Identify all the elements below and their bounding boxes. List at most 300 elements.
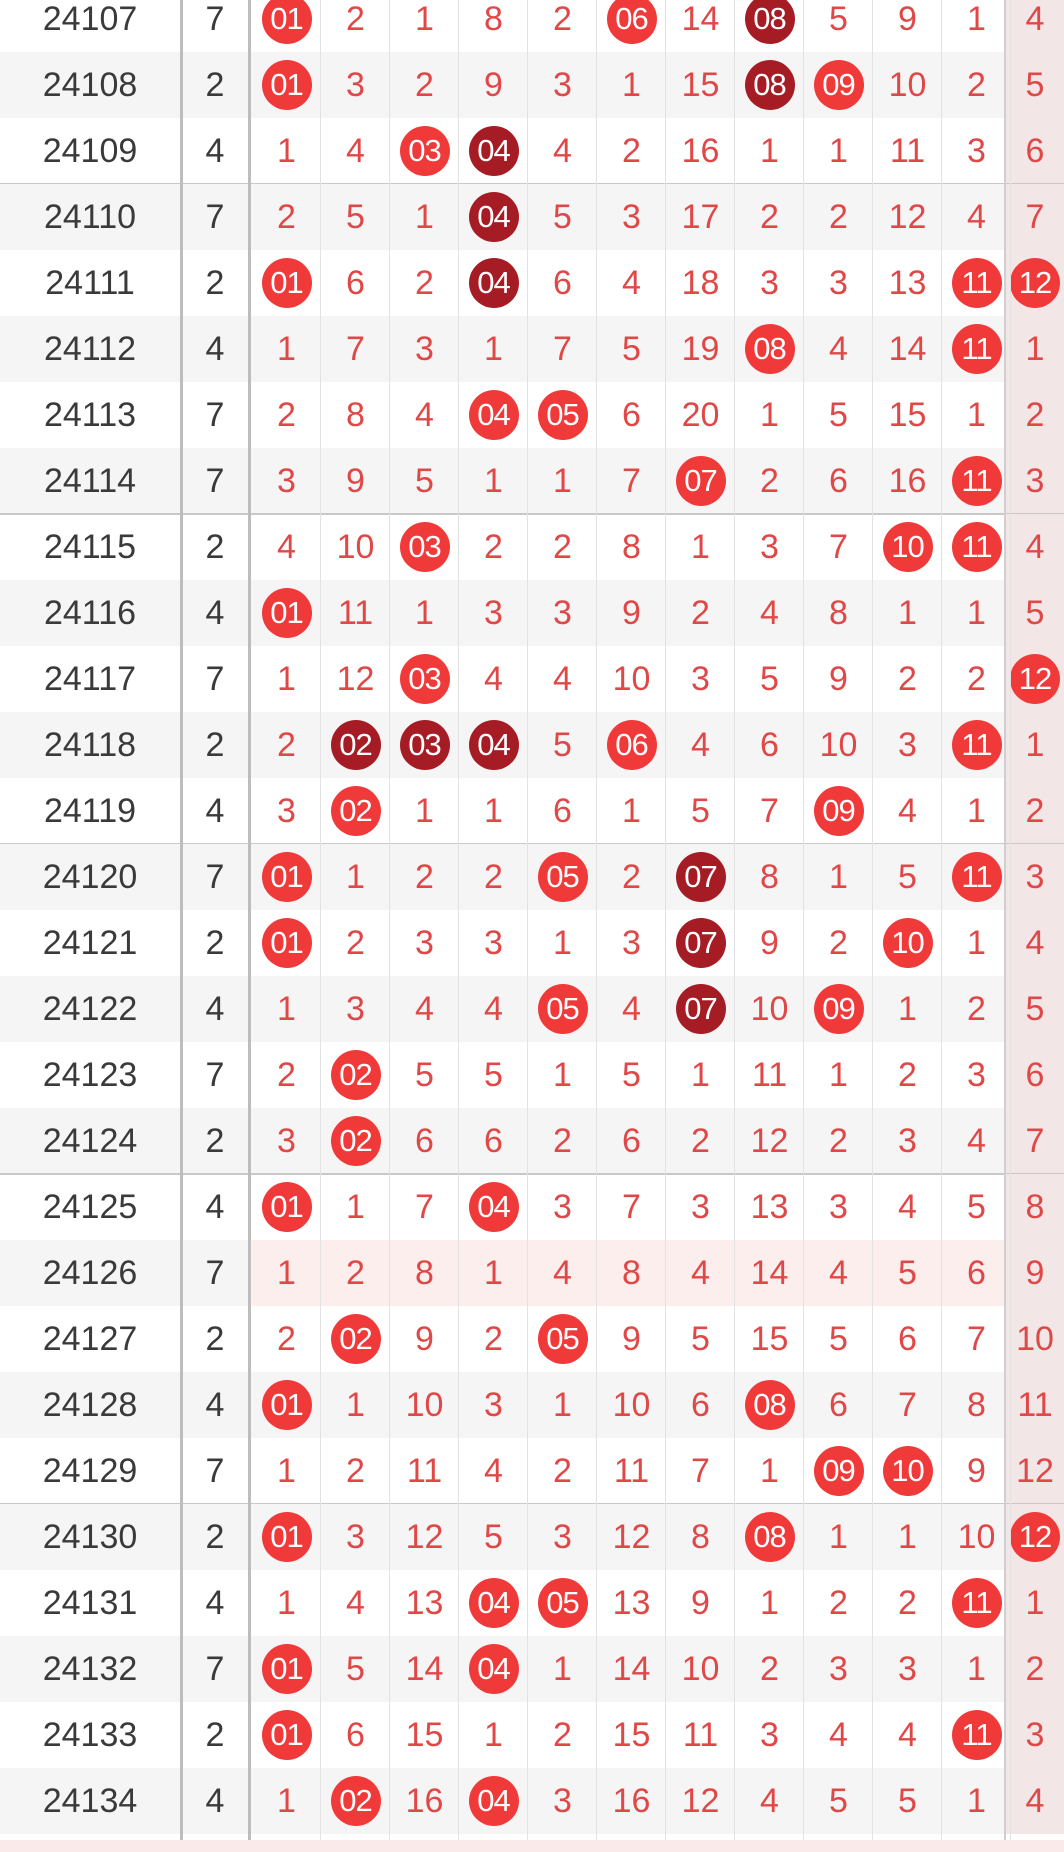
drawn-ball: 01 [262, 258, 312, 308]
number-cell [459, 184, 528, 250]
number-cell [804, 52, 873, 118]
number-cell: 4 [967, 1122, 986, 1160]
number-cell: 10 [750, 990, 789, 1028]
number-cell: 3 [553, 66, 572, 104]
extra-column-value: 11 [1017, 1386, 1053, 1424]
number-cell: 1 [553, 1386, 572, 1424]
number-cell: 3 [967, 1056, 986, 1094]
number-cell: 8 [691, 1518, 710, 1556]
number-cell [528, 976, 597, 1042]
sum-value: 7 [205, 1650, 225, 1688]
number-cell: 3 [691, 1188, 710, 1226]
table-row [0, 1372, 1064, 1438]
number-cell [321, 712, 390, 778]
extra-column-cell [1006, 844, 1064, 910]
number-cell [597, 712, 666, 778]
number-cell: 5 [829, 396, 848, 434]
drawn-ball: 08 [745, 324, 795, 374]
period-number: 24132 [42, 1650, 138, 1688]
number-cell: 13 [612, 1584, 651, 1622]
extra-column-value: 4 [1025, 924, 1045, 962]
number-cell: 2 [691, 1122, 710, 1160]
number-cell: 15 [405, 1716, 444, 1754]
number-cell: 16 [405, 1782, 444, 1820]
number-cell: 2 [553, 1452, 572, 1490]
number-cell: 17 [681, 198, 720, 236]
number-cell: 8 [622, 528, 641, 566]
number-cell: 6 [622, 396, 641, 434]
number-cell: 5 [484, 1518, 503, 1556]
number-cell: 3 [346, 66, 365, 104]
drawn-ball: 07 [676, 456, 726, 506]
number-cell: 2 [277, 198, 296, 236]
number-cell [528, 1570, 597, 1636]
number-cell: 7 [967, 1320, 986, 1358]
number-cell: 1 [346, 1386, 365, 1424]
drawn-ball: 10 [883, 1446, 933, 1496]
column-divider [458, 0, 459, 1852]
number-cell: 4 [553, 132, 572, 170]
number-cell: 1 [553, 924, 572, 962]
number-cell: 7 [829, 528, 848, 566]
drawn-ball: 01 [262, 852, 312, 902]
sum-value: 4 [205, 1584, 225, 1622]
number-cell [528, 844, 597, 910]
period-number: 24125 [42, 1188, 138, 1226]
number-cell: 6 [967, 1254, 986, 1292]
number-cell: 8 [829, 594, 848, 632]
drawn-ball: 09 [814, 60, 864, 110]
number-cell: 9 [346, 462, 365, 500]
number-cell: 4 [622, 264, 641, 302]
number-cell: 3 [277, 1122, 296, 1160]
number-cell: 2 [346, 1254, 365, 1292]
number-cell: 1 [760, 132, 779, 170]
sum-value: 4 [205, 792, 225, 830]
table-row [0, 316, 1064, 382]
number-cell: 3 [898, 726, 917, 764]
number-cell: 2 [622, 132, 641, 170]
extra-column-value: 2 [1025, 396, 1045, 434]
number-cell: 5 [760, 660, 779, 698]
number-cell: 1 [277, 1452, 296, 1490]
number-cell [735, 52, 804, 118]
drawn-ball: 12 [1010, 258, 1060, 308]
period-number: 24130 [42, 1518, 138, 1556]
extra-column-value: 12 [1016, 1452, 1054, 1490]
number-cell: 2 [415, 264, 434, 302]
number-cell: 1 [415, 198, 434, 236]
extra-column-value: 2 [1025, 1650, 1045, 1688]
drawn-ball: 01 [262, 1710, 312, 1760]
number-cell: 3 [553, 1782, 572, 1820]
number-cell: 5 [346, 198, 365, 236]
drawn-ball: 02 [331, 1116, 381, 1166]
number-cell: 5 [622, 330, 641, 368]
number-cell: 3 [415, 924, 434, 962]
extra-column-cell [1006, 52, 1064, 118]
drawn-ball: 03 [400, 522, 450, 572]
number-cell [390, 712, 459, 778]
number-cell [390, 646, 459, 712]
number-cell: 11 [337, 594, 374, 632]
number-cell: 1 [277, 660, 296, 698]
number-cell: 16 [612, 1782, 651, 1820]
number-cell: 7 [415, 1188, 434, 1226]
number-cell [597, 0, 666, 52]
number-cell [390, 118, 459, 184]
column-divider [596, 0, 597, 1852]
drawn-ball: 01 [262, 60, 312, 110]
period-number: 24112 [43, 330, 137, 368]
number-cell: 2 [484, 528, 503, 566]
number-cell: 6 [553, 792, 572, 830]
extra-column-cell [1006, 1504, 1064, 1570]
number-cell: 4 [829, 1716, 848, 1754]
number-cell: 2 [691, 594, 710, 632]
column-divider [320, 0, 321, 1852]
table-row [0, 778, 1064, 844]
extra-column-cell [1006, 1372, 1064, 1438]
number-cell: 1 [346, 1188, 365, 1226]
number-cell: 7 [898, 1386, 917, 1424]
extra-column-value: 1 [1025, 1584, 1045, 1622]
number-cell [252, 250, 321, 316]
number-cell: 3 [898, 1122, 917, 1160]
drawn-ball: 02 [331, 1314, 381, 1364]
sum-value: 2 [205, 1716, 225, 1754]
extra-column-value: 9 [1025, 1254, 1045, 1292]
number-cell [942, 514, 1011, 580]
number-cell: 9 [760, 924, 779, 962]
column-divider [180, 0, 183, 1852]
number-cell [942, 316, 1011, 382]
extra-column-cell [1006, 910, 1064, 976]
table-row [0, 1636, 1064, 1702]
number-cell: 4 [829, 330, 848, 368]
number-cell: 5 [553, 198, 572, 236]
number-cell: 10 [819, 726, 858, 764]
extra-column-cell [1006, 382, 1064, 448]
table-row [0, 1570, 1064, 1636]
number-cell: 4 [484, 990, 503, 1028]
number-cell: 4 [898, 792, 917, 830]
sum-value: 7 [205, 198, 225, 236]
extra-column-value: 6 [1025, 1056, 1045, 1094]
repeat-ball: 07 [676, 852, 726, 902]
number-cell [804, 1438, 873, 1504]
number-cell [459, 1174, 528, 1240]
extra-column-cell [1006, 1174, 1064, 1240]
repeat-ball: 04 [469, 192, 519, 242]
drawn-ball: 06 [607, 0, 657, 44]
drawn-ball: 10 [883, 522, 933, 572]
number-cell: 1 [553, 462, 572, 500]
column-divider [527, 0, 528, 1852]
table-row [0, 646, 1064, 712]
bottom-edge [0, 1840, 1064, 1852]
number-cell: 5 [553, 726, 572, 764]
drawn-ball: 05 [538, 852, 588, 902]
number-cell: 7 [760, 792, 779, 830]
number-cell: 5 [622, 1056, 641, 1094]
number-cell: 12 [888, 198, 927, 236]
period-number: 24110 [43, 198, 137, 236]
number-cell: 1 [415, 792, 434, 830]
table-row [0, 1108, 1064, 1174]
number-cell: 12 [750, 1122, 789, 1160]
number-cell: 9 [967, 1452, 986, 1490]
sum-value: 2 [205, 726, 225, 764]
number-cell: 3 [553, 1518, 572, 1556]
number-cell: 1 [967, 792, 986, 830]
column-divider [248, 0, 251, 1852]
column-divider [665, 0, 666, 1852]
number-cell: 4 [691, 726, 710, 764]
number-cell: 2 [622, 858, 641, 896]
drawn-ball: 04 [469, 1644, 519, 1694]
number-cell: 7 [691, 1452, 710, 1490]
number-cell: 6 [346, 1716, 365, 1754]
extra-column-value: 7 [1025, 1122, 1045, 1160]
number-cell: 6 [553, 264, 572, 302]
number-cell [666, 448, 735, 514]
number-cell: 1 [415, 0, 434, 38]
number-cell: 6 [484, 1122, 503, 1160]
extra-column-cell [1006, 250, 1064, 316]
number-cell: 10 [681, 1650, 720, 1688]
number-cell: 2 [346, 0, 365, 38]
extra-column-value: 6 [1025, 132, 1045, 170]
number-cell [873, 1438, 942, 1504]
sum-value: 4 [205, 1386, 225, 1424]
number-cell: 5 [691, 792, 710, 830]
number-cell: 5 [346, 1650, 365, 1688]
number-cell: 6 [691, 1386, 710, 1424]
extra-column-value: 3 [1025, 462, 1045, 500]
extra-column-value: 5 [1025, 990, 1045, 1028]
drawn-ball: 01 [262, 588, 312, 638]
number-cell: 6 [829, 462, 848, 500]
sum-value: 2 [205, 528, 225, 566]
extra-column-cell [1006, 184, 1064, 250]
table-row [0, 844, 1064, 910]
number-cell: 1 [829, 1518, 848, 1556]
extra-column-cell [1006, 0, 1064, 52]
number-cell: 1 [277, 330, 296, 368]
number-cell: 2 [760, 198, 779, 236]
number-cell [252, 52, 321, 118]
period-number: 24119 [43, 792, 137, 830]
extra-column-value: 4 [1025, 1782, 1045, 1820]
number-cell: 1 [553, 1650, 572, 1688]
sum-value: 4 [205, 132, 225, 170]
table-row [0, 0, 1064, 52]
number-cell: 2 [829, 1584, 848, 1622]
table-row [0, 382, 1064, 448]
number-cell: 3 [622, 198, 641, 236]
number-cell [942, 1702, 1011, 1768]
table-row [0, 52, 1064, 118]
extra-column-value: 5 [1025, 66, 1045, 104]
number-cell [528, 1306, 597, 1372]
number-cell: 12 [336, 660, 375, 698]
number-cell: 3 [829, 1650, 848, 1688]
number-cell: 9 [829, 660, 848, 698]
number-cell: 1 [898, 1518, 917, 1556]
column-divider [1004, 0, 1006, 1852]
number-cell: 4 [967, 198, 986, 236]
number-cell: 1 [829, 132, 848, 170]
number-cell: 1 [415, 594, 434, 632]
number-cell: 2 [346, 924, 365, 962]
table-row [0, 448, 1064, 514]
number-cell: 11 [682, 1716, 719, 1754]
number-cell: 1 [967, 924, 986, 962]
extra-column-cell [1006, 1636, 1064, 1702]
number-cell: 6 [760, 726, 779, 764]
repeat-ball: 07 [676, 918, 726, 968]
number-cell: 3 [829, 1188, 848, 1226]
number-cell: 7 [346, 330, 365, 368]
number-cell: 9 [691, 1584, 710, 1622]
extra-column-cell [1006, 580, 1064, 646]
number-cell: 3 [484, 1386, 503, 1424]
period-number: 24109 [42, 132, 138, 170]
drawn-ball: 09 [814, 786, 864, 836]
number-cell: 5 [415, 1056, 434, 1094]
number-cell: 1 [829, 858, 848, 896]
period-number: 24127 [42, 1320, 138, 1358]
period-number: 24118 [43, 726, 137, 764]
number-cell: 5 [415, 462, 434, 500]
table-row [0, 1042, 1064, 1108]
number-cell: 1 [829, 1056, 848, 1094]
number-cell: 12 [681, 1782, 720, 1820]
number-cell: 11 [889, 132, 926, 170]
number-cell: 1 [277, 1782, 296, 1820]
number-cell: 8 [622, 1254, 641, 1292]
period-number: 24131 [42, 1584, 138, 1622]
number-cell: 4 [553, 1254, 572, 1292]
repeat-ball: 04 [469, 126, 519, 176]
number-cell [459, 1570, 528, 1636]
drawn-ball: 05 [538, 984, 588, 1034]
extra-column-value: 4 [1025, 0, 1045, 38]
number-cell: 1 [277, 1584, 296, 1622]
sum-value: 2 [205, 924, 225, 962]
extra-column-value: 1 [1025, 726, 1045, 764]
drawn-ball: 01 [262, 1380, 312, 1430]
number-cell: 11 [613, 1452, 650, 1490]
table-row [0, 1768, 1064, 1834]
number-cell: 14 [405, 1650, 444, 1688]
number-cell: 3 [553, 1188, 572, 1226]
number-cell: 3 [415, 330, 434, 368]
number-cell: 3 [277, 462, 296, 500]
drawn-ball: 08 [745, 1380, 795, 1430]
number-cell: 2 [553, 1122, 572, 1160]
number-cell [735, 316, 804, 382]
number-cell: 3 [691, 660, 710, 698]
number-cell: 3 [553, 594, 572, 632]
number-cell: 1 [277, 132, 296, 170]
number-cell: 18 [681, 264, 720, 302]
number-cell: 5 [691, 1320, 710, 1358]
number-cell: 13 [750, 1188, 789, 1226]
number-cell: 1 [967, 0, 986, 38]
number-cell: 4 [829, 1254, 848, 1292]
number-cell: 4 [415, 396, 434, 434]
sum-value: 2 [205, 264, 225, 302]
number-cell: 1 [484, 1254, 503, 1292]
number-cell: 4 [553, 660, 572, 698]
extra-column-cell [1006, 1240, 1064, 1306]
number-cell [942, 712, 1011, 778]
number-cell: 1 [484, 330, 503, 368]
drawn-ball: 12 [1010, 1512, 1060, 1562]
sum-value: 7 [205, 1254, 225, 1292]
number-cell: 6 [898, 1320, 917, 1358]
number-cell: 1 [760, 1584, 779, 1622]
period-number: 24121 [42, 924, 138, 962]
column-divider [941, 0, 942, 1852]
number-cell: 6 [622, 1122, 641, 1160]
extra-column-value: 8 [1025, 1188, 1045, 1226]
number-cell: 1 [277, 990, 296, 1028]
table-row [0, 1702, 1064, 1768]
drawn-ball: 01 [262, 1512, 312, 1562]
extra-column-cell [1006, 646, 1064, 712]
extra-column-cell [1006, 976, 1064, 1042]
number-cell: 3 [346, 990, 365, 1028]
drawn-ball: 03 [400, 126, 450, 176]
number-cell: 11 [406, 1452, 443, 1490]
period-number: 24113 [43, 396, 137, 434]
column-divider [872, 0, 873, 1852]
number-cell: 3 [484, 594, 503, 632]
number-cell [873, 910, 942, 976]
number-cell: 4 [760, 1782, 779, 1820]
number-cell: 10 [612, 660, 651, 698]
number-cell [459, 1636, 528, 1702]
sum-value: 2 [205, 1320, 225, 1358]
number-cell [942, 1570, 1011, 1636]
number-cell: 9 [622, 1320, 641, 1358]
period-number: 24124 [42, 1122, 138, 1160]
number-cell [666, 910, 735, 976]
number-cell: 1 [967, 594, 986, 632]
drawn-ball: 11 [952, 852, 1002, 902]
table-row [0, 580, 1064, 646]
number-cell [735, 1504, 804, 1570]
table-row [0, 976, 1064, 1042]
sum-value: 4 [205, 330, 225, 368]
number-cell [804, 778, 873, 844]
sum-value: 7 [205, 1056, 225, 1094]
extra-column-cell [1006, 448, 1064, 514]
table-row [0, 1438, 1064, 1504]
period-number: 24129 [42, 1452, 138, 1490]
extra-column-cell [1006, 1042, 1064, 1108]
table-row [0, 184, 1064, 250]
number-cell [735, 1372, 804, 1438]
period-number: 24126 [42, 1254, 138, 1292]
drawn-ball: 01 [262, 1182, 312, 1232]
number-cell [252, 1372, 321, 1438]
number-cell [942, 448, 1011, 514]
repeat-ball: 08 [745, 0, 795, 44]
